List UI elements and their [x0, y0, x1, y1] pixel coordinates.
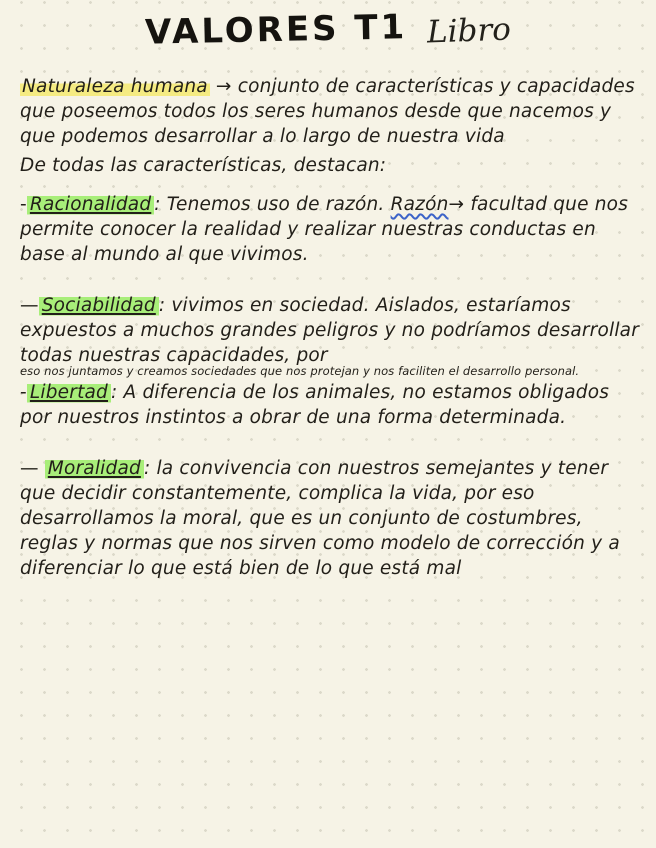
- highlighted-term-moralidad: Moralidad: [45, 458, 144, 479]
- section-colon: :: [158, 295, 166, 316]
- section-sociabilidad: [20, 293, 640, 378]
- wavy-underlined-word: Razón: [390, 194, 449, 215]
- intro-definition: conjunto de características y capacidades que poseemos todos los seres humanos desde que nacemos y que podemos desarrollar a lo largo de nuestra vida: [20, 76, 635, 147]
- section-colon: :: [111, 382, 118, 403]
- section-body-pre: vivimos en sociedad. Aislados, estaríamos expuestos a muchos grandes peligros y no podríamos desarrollar todas nuestras capacidades, por: [20, 295, 640, 366]
- section-libertad: [20, 380, 640, 430]
- section-body-pre: la convivencia con nuestros semejantes y tener que decidir constantemente, complica la vida, por eso desarrollamos la moral, que es un conjunto de costumbres, reglas y normas que nos sirven como modelo de corrección y a diferenciar lo que está bien de lo que está mal: [20, 458, 620, 579]
- section-moralidad: [20, 456, 640, 581]
- section-racionalidad: [20, 192, 640, 267]
- section-body-post: → facultad que nos permite conocer la realidad y realizar nuestras conductas en base al mundo al que vivimos.: [20, 194, 629, 265]
- highlighted-term-sociabilidad: Sociabilidad: [39, 295, 159, 316]
- section-body-pre: A diferencia de los animales, no estamos obligados por nuestros instintos a obrar de una forma determinada.: [20, 382, 610, 428]
- note-title: [0, 0, 656, 53]
- highlighted-term-naturaleza-humana: Naturaleza humana: [22, 76, 208, 97]
- intro-paragraph: [20, 74, 640, 149]
- section-bullet: -: [20, 194, 27, 215]
- title-main-text: VALORES T1: [145, 7, 409, 53]
- arrow-glyph: →: [215, 76, 232, 97]
- highlighted-term-libertad: Libertad: [27, 382, 111, 403]
- section-bullet: -: [20, 382, 27, 403]
- lead-in-line: De todas las características, destacan:: [20, 155, 387, 176]
- section-colon: :: [154, 194, 161, 215]
- title-script-text: Libro: [426, 11, 512, 51]
- section-colon: :: [143, 458, 151, 479]
- highlighted-term-racionalidad: Racionalidad: [27, 194, 154, 215]
- section-body-pre: Tenemos uso de razón.: [160, 194, 391, 215]
- section-small-text: eso nos juntamos y creamos sociedades que nos protejan y nos faciliten el desarrollo personal.: [20, 364, 580, 378]
- section-bullet: —: [20, 458, 39, 479]
- section-bullet: —: [20, 295, 39, 316]
- note-body: [0, 50, 656, 581]
